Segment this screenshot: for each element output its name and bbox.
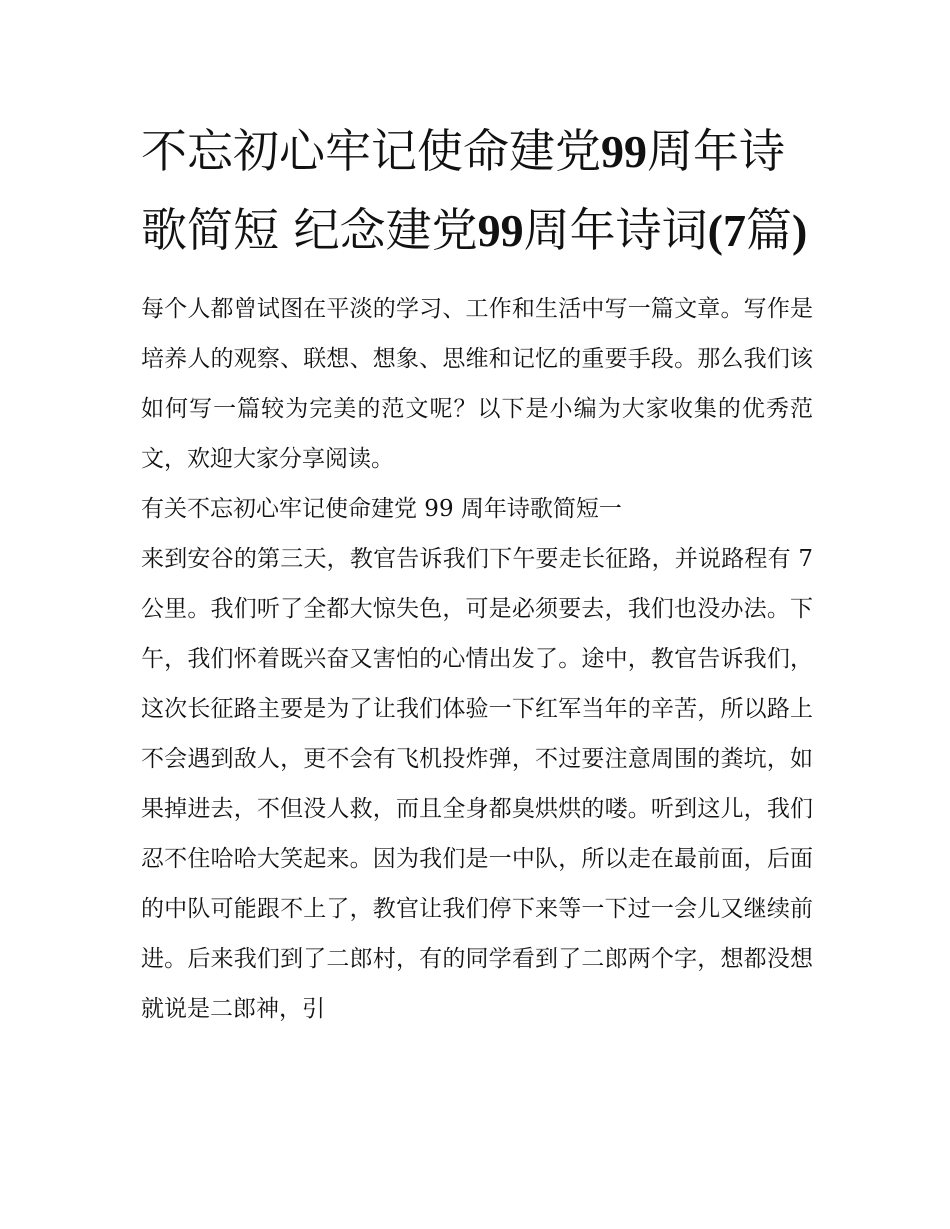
section-heading: 有关不忘初心牢记使命建党 99 周年诗歌简短一 bbox=[141, 496, 622, 522]
title-text-3: 周年诗词 bbox=[523, 203, 708, 257]
title-number-3: (7 bbox=[707, 205, 746, 256]
title-text-1: 不忘初心牢记使命建党 bbox=[141, 124, 601, 178]
document-page bbox=[141, 112, 813, 1034]
title-number-1: 99 bbox=[601, 126, 647, 177]
intro-paragraph: 每个人都曾试图在平淡的学习、工作和生活中写一篇文章。写作是培养人的观察、联想、想象、思维和记忆的重要手段。那么我们该如何写一篇较为完美的范文呢？以下是小编为大家收集的优秀范文，欢迎大家分享阅读。 bbox=[141, 296, 813, 472]
body-paragraph: 来到安谷的第三天，教官告诉我们下午要走长征路，并说路程有 7 公里。我们听了全都大惊失色，可是必须要去，我们也没办法。下午，我们怀着既兴奋又害怕的心情出发了。途中，教官告诉我们，这次长征路主要是为了让我们体验一下红军当年的辛苦，所以路上不会遇到敌人，更不会有飞机投炸弹，不过要注意周围的粪坑，如果掉进去，不但没人救，而且全身都臭烘烘的喽。听到这儿，我们忍不住哈哈大笑起来。因为我们是一中队，所以走在最前面，后面的中队可能跟不上了，教官让我们停下来等一下过一会儿又继续前进。后来我们到了二郎村，有的同学看到了二郎两个字，想都没想就说是二郎神，引 bbox=[141, 546, 813, 1022]
title-number-4: ) bbox=[791, 205, 808, 256]
title-text-2: 周年诗歌简短 纪念建党 bbox=[141, 124, 785, 257]
document-title bbox=[141, 112, 813, 270]
title-text-4: 篇 bbox=[745, 203, 792, 257]
title-number-2: 99 bbox=[477, 205, 524, 256]
